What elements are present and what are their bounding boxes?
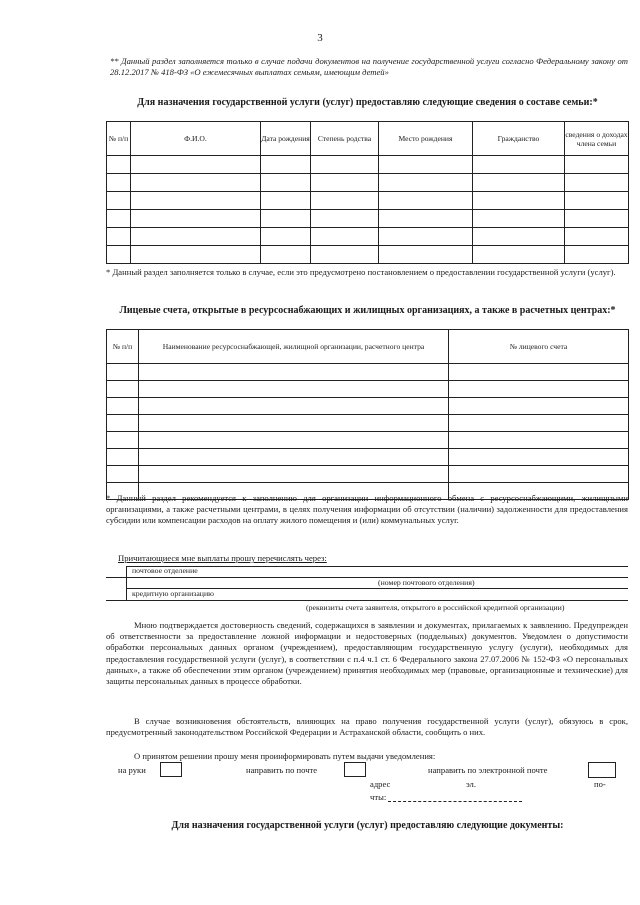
documents-heading: Для назначения государственной услуги (услуг) предоставляю следующие документы: — [171, 820, 564, 831]
notify-in-hand-label: на руки — [118, 765, 146, 775]
notify-by-email-label: направить по электронной почте — [428, 765, 548, 775]
family-table — [106, 121, 629, 264]
col-income: сведения о доходах члена семьи — [565, 122, 629, 156]
bank-details-caption: (реквизиты счета заявителя, открытого в российской кредитной организации) — [306, 603, 565, 612]
table-row — [107, 449, 629, 466]
notify-by-email-checkbox[interactable] — [588, 762, 616, 778]
notify-by-post-checkbox[interactable] — [344, 762, 366, 777]
divider — [106, 577, 628, 578]
table-row — [107, 466, 629, 483]
payment-option-bank: кредитную организацию — [132, 589, 214, 598]
note-418fz: ** Данный раздел заполняется только в случае подачи документов на получение государственной услуги согласно Федеральному закону от 28.12.2017 № 418-ФЗ «О ежемесячных выплатах семьям, имеющим детей» — [110, 56, 628, 77]
table-row — [107, 156, 629, 174]
email-label-b: эл. — [466, 779, 476, 789]
table-row — [107, 210, 629, 228]
family-section-heading: Для назначения государственной услуги (услуг) предоставляю следующие сведения о составе семьи:* — [137, 97, 598, 108]
table-row — [107, 364, 629, 381]
payment-option-post: почтовое отделение — [132, 566, 198, 575]
notify-in-hand-checkbox[interactable] — [160, 762, 182, 777]
obligation-paragraph: В случае возникновения обстоятельств, влияющих на право получения государственной услуги (услуг), обязуюсь в срок, предусмотренный законодательством Российской Федерации и Астраханской области, сообщить о них. — [106, 716, 628, 738]
notify-request: О принятом решении прошу меня проинформировать путем выдачи уведомления: — [134, 751, 436, 761]
table-row — [107, 246, 629, 264]
bank-checkbox[interactable] — [106, 588, 126, 599]
table-row — [107, 398, 629, 415]
table-row — [107, 432, 629, 449]
accounts-section-heading: Лицевые счета, открытые в ресурсоснабжающих и жилищных организациях, а также в расчетных центрах:* — [119, 305, 616, 316]
accounts-table — [106, 329, 629, 500]
email-label-d: чты: — [370, 792, 387, 802]
col-organization: Наименование ресурсоснабжающей, жилищной организации, расчетного центра — [139, 330, 449, 364]
col-birthplace: Место рождения — [379, 122, 473, 156]
consent-paragraph: Мною подтверждается достоверность сведений, содержащихся в заявлении и документах, прилагаемых к заявлению. Предупрежден об ответственности за предоставление ложной информации и недостоверных (поддельных) документов. Уведомлен о допустимости обработки персональных данных органом (учреждением), предоставляющим государственную услугу (услуги), необходимых для предоставления государственной услуги (услуг), в соответствии с п.4 ч.1 ст. 6 Федерального закона 27.07.2006 № 152-ФЗ «О персональных данных», а также об обеспечении этим органом (учреждением) принятия необходимых мер (правовые, организационные и технические) для защиты персональных данных в процессе обработки. — [106, 620, 628, 687]
post-checkbox[interactable] — [106, 566, 126, 576]
email-label-c: по- — [594, 779, 606, 789]
table-row — [107, 228, 629, 246]
notify-by-post-label: направить по почте — [246, 765, 318, 775]
email-label-a: адрес — [370, 779, 391, 789]
table-row — [107, 381, 629, 398]
table-row — [107, 174, 629, 192]
post-number-caption: (номер почтового отделения) — [378, 578, 475, 587]
email-address-field[interactable] — [388, 801, 522, 802]
accounts-table-header — [107, 330, 629, 364]
family-table-header — [107, 122, 629, 156]
accounts-footnote: * Данный раздел рекомендуется к заполнению для организации информационного обмена с ресурсоснабжающими, жилищными организациями, а также расчетными центрами, в целях получения информации об отсутствии (наличии) задолженности для предоставления субсидии или компенсации расходов на оплату жилого помещения и (или) коммунальных услуг. — [106, 493, 628, 525]
col-fio: Ф.И.О. — [131, 122, 261, 156]
page-number: 3 — [317, 32, 323, 44]
col-birthdate: Дата рождения — [261, 122, 311, 156]
payment-title: Причитающиеся мне выплаты прошу перечислять через: — [118, 553, 327, 563]
table-row — [107, 415, 629, 432]
col-account-number: № лицевого счета — [449, 330, 629, 364]
divider — [126, 566, 127, 600]
family-footnote: * Данный раздел заполняется только в случае, если это предусмотрено постановлением о предоставлении государственной услуги (услуг). — [106, 267, 616, 277]
col-citizenship: Гражданство — [473, 122, 565, 156]
bank-details-line[interactable] — [106, 600, 628, 601]
table-row — [107, 192, 629, 210]
col-number: № п/п — [107, 330, 139, 364]
col-relation: Степень родства — [311, 122, 379, 156]
col-number: № п/п — [107, 122, 131, 156]
